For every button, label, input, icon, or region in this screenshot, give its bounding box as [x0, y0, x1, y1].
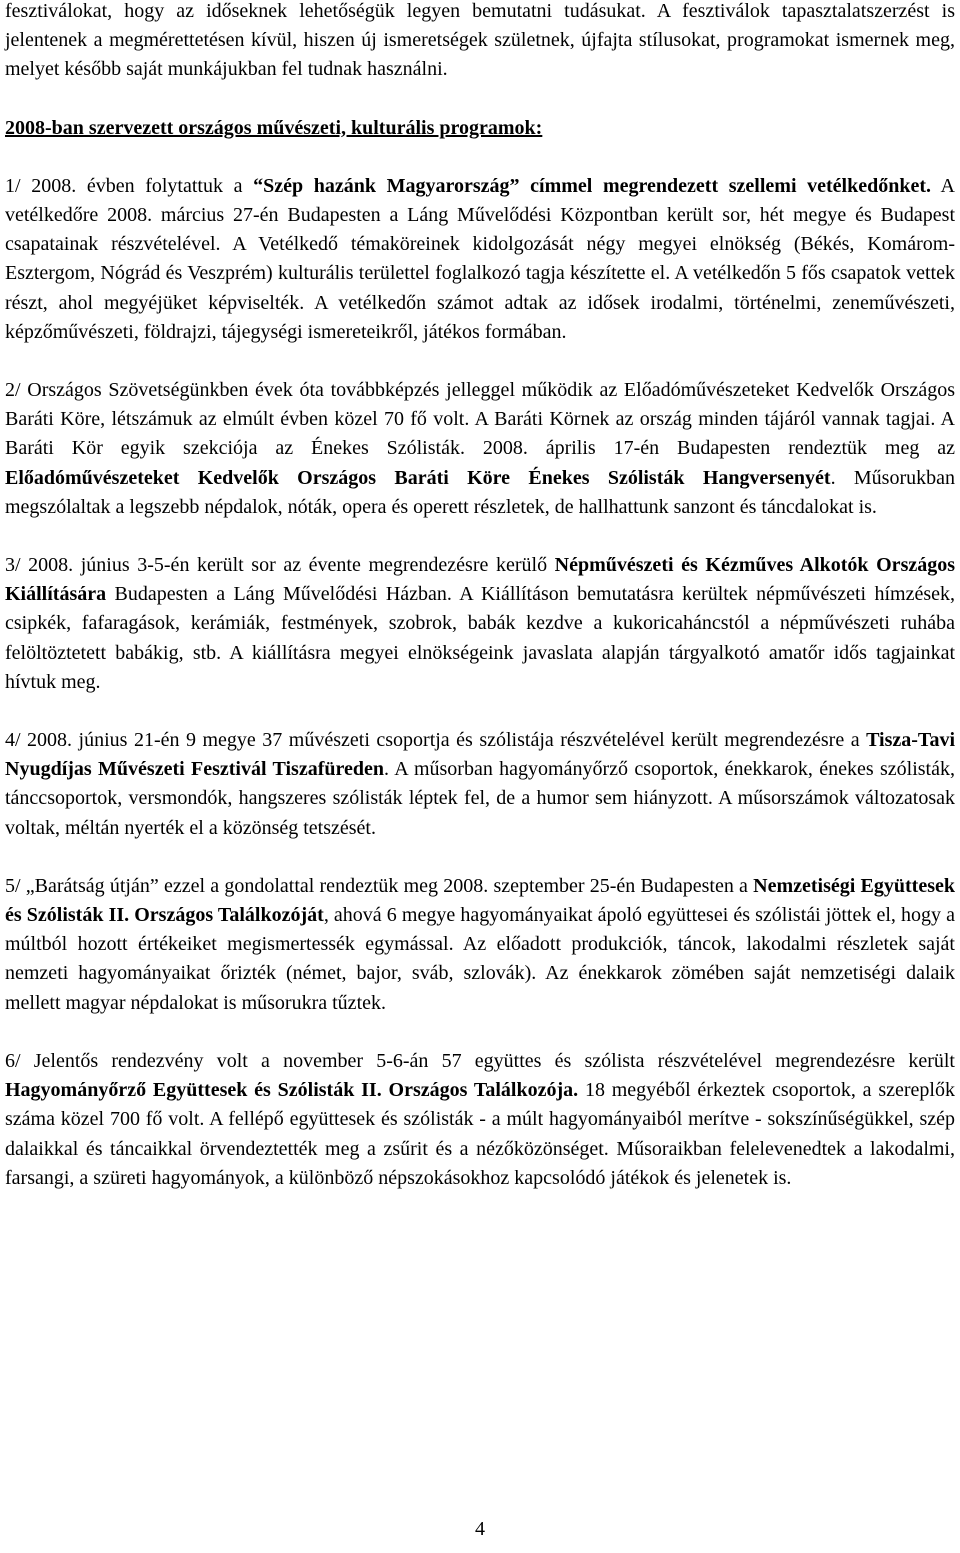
- program-item-3: [5, 551, 955, 697]
- program-item-6: [5, 1047, 955, 1193]
- item-text: 3/ 2008. június 3-5-én került sor az évente megrendezésre kerülő: [5, 554, 555, 577]
- item-text: 4/ 2008. június 21-én 9 megye 37 művészeti csoportja és szólistája részvételével került megrendezésre a: [5, 729, 867, 752]
- program-item-1: [5, 172, 955, 347]
- item-bold-title: Nemzetiségi Együttesek és Szólisták II. Országos Találkozóját: [5, 874, 955, 927]
- item-bold-title: Hagyományőrző Együttesek és Szólisták II. Országos Találkozója.: [5, 1079, 579, 1102]
- item-bold-title: “Szép hazánk Magyarország” címmel megrendezett szellemi vetélkedőnket.: [253, 174, 932, 197]
- item-text: 2/ Országos Szövetségünkben évek óta továbbképzés jelleggel működik az Előadóművészeteket Kedvelők Országos Baráti Köre, létszámuk az elmúlt évben közel 70 fő volt. A Baráti Körnek az ország minden tájáról vannak tagjai. A Baráti Kör egyik szekciója az Énekes Szólisták. 2008. április 17-én Budapesten rendeztük meg az: [5, 379, 955, 460]
- item-text: 5/ „Barátság útján” ezzel a gondolattal rendeztük meg 2008. szeptember 25-én Budapesten a: [5, 874, 754, 897]
- intro-paragraph: fesztiválokat, hogy az időseknek lehetőségük legyen bemutatni tudásukat. A fesztiválok tapasztalatszerzést is jelentenek a megmérettetésen kívül, hiszen új ismeretségek születnek, újfajta stílusokat, programokat ismernek meg, melyet később saját munkájukban fel tudnak használni.: [5, 0, 955, 81]
- item-text: Budapesten a Láng Művelődési Házban. A Kiállításon bemutatásra kerültek népművészeti hímzések, csipkék, fafaragások, kerámiák, festmények, szobrok, babák kezdve a kukoricaháncstól a népművészeti ruhába felöltöztetett babákig, stb. A kiállításra megyei elnökségeink javaslata alapján tárgyalkotó amatőr idős tagjainkat hívtuk meg.: [5, 583, 955, 693]
- program-item-4: [5, 726, 955, 843]
- item-text: 18 megyéből érkeztek csoportok, a szereplők száma közel 700 fő volt. A fellépő együttesek és szólisták - a múlt hagyományaiból merítve - sokszínűségükkel, szép dalaikkal és táncaikkal örvendeztették meg a zsűrit és a nézőközönséget. Műsoraikban felelevenedtek a lakodalmi, farsangi, a szüreti hagyományok, a különböző népszokásokhoz kapcsolódó játékok és jelenetek is.: [5, 1079, 955, 1189]
- program-item-5: [5, 872, 955, 1018]
- item-text: A vetélkedőre 2008. március 27-én Budapesten a Láng Művelődési Központban került sor, hét megye és Budapest csapatainak részvételével. A Vetélkedő témaköreinek kidolgozását négy megyei elnökség (Békés, Komárom-Esztergom, Nógrád és Veszprém) kulturális területtel foglalkozó tagja készítette el. A vetélkedőn 5 fős csapatok vettek részt, ahol megyéjüket képviselték. A vetélkedőn számot adtak az idősek irodalmi, történelmi, zeneművészeti, képzőművészeti, földrajzi, tájegységi ismereteikről, játékos formában.: [5, 174, 955, 343]
- item-text: 6/ Jelentős rendezvény volt a november 5-6-án 57 együttes és szólista részvételével megrendezésre került: [5, 1049, 955, 1072]
- item-text: , ahová 6 megye hagyományaikat ápoló együttesei és szólistái jöttek el, hogy a múltból hozott értékeiket megismertessék egymással. Az előadott produkciók, táncok, lakodalmi részletek saját nemzeti hagyományaikat őrizték (német, bajor, sváb, szlovák). Az énekkarok zömében saját nemzetiségi dalaik mellett magyar népdalokat is műsorukra tűztek.: [5, 904, 955, 1014]
- item-text: 1/ 2008. évben folytattuk a: [5, 174, 254, 197]
- item-bold-title: Előadóművészeteket Kedvelők Országos Baráti Köre Énekes Szólisták Hangversenyét: [5, 466, 831, 489]
- section-heading: 2008-ban szervezett országos művészeti, kulturális programok:: [5, 116, 543, 139]
- item-bold-title: Tisza-Tavi Nyugdíjas Művészeti Fesztivál Tiszafüreden: [5, 729, 955, 781]
- item-text: . A műsorban hagyományőrző csoportok, énekkarok, énekes szólisták, tánccsoportok, versmondók, hangszeres szólisták léptek fel, de a humor sem hiányzott. A műsorszámok változatosak voltak, méltán nyerték el a közönség tetszését.: [5, 758, 955, 839]
- item-bold-title: Népművészeti és Kézműves Alkotók Országos Kiállítására: [5, 554, 956, 606]
- page-number: 4: [475, 1518, 485, 1540]
- program-item-2: [5, 376, 955, 522]
- document-body: [5, 0, 955, 1193]
- item-text: . Műsorukban megszólaltak a legszebb népdalok, nóták, opera és operett részletek, de hallhattunk sanzont és táncdalokat is.: [5, 466, 955, 518]
